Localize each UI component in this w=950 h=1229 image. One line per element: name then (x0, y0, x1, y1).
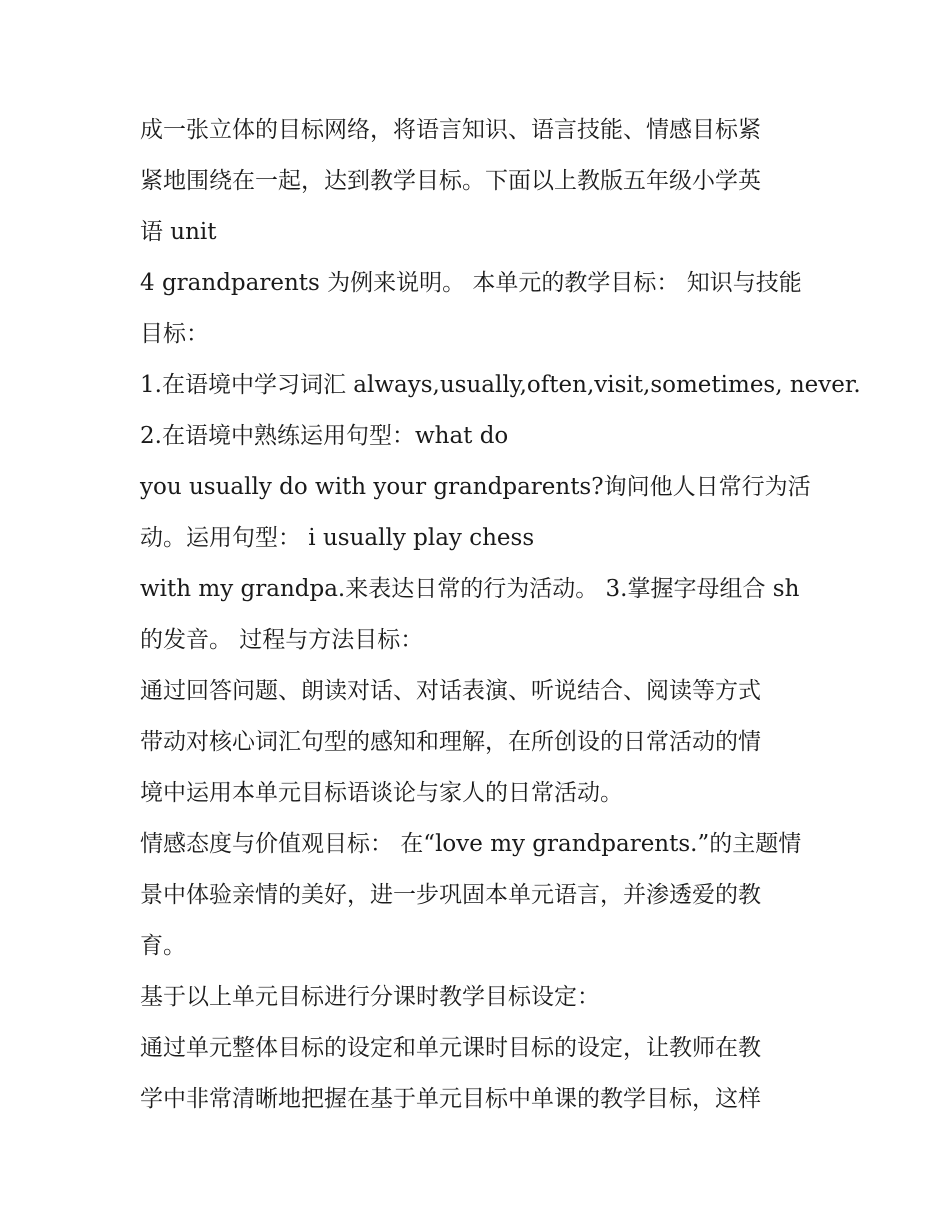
text-line: 景中体验亲情的美好，进一步巩固本单元语言，并渗透爱的教 (140, 882, 761, 908)
text-line: 1.在语境中学习词汇 always,usually,often,visit,sometimes, never. (140, 372, 861, 398)
body-text (140, 105, 861, 1125)
text-line: 紧地围绕在一起，达到教学目标。下面以上教版五年级小学英 (140, 168, 761, 194)
text-line: 4 grandparents 为例来说明。 本单元的教学目标： 知识与技能 (140, 270, 802, 296)
text-line: 育。 (140, 933, 186, 959)
text-line: 境中运用本单元目标语谈论与家人的日常活动。 (140, 780, 623, 806)
text-line: you usually do with your grandparents?询问他人日常行为活 (140, 474, 811, 500)
text-line: 通过回答问题、朗读对话、对话表演、听说结合、阅读等方式 (140, 678, 761, 704)
text-line: 动。运用句型： i usually play chess (140, 525, 535, 551)
text-line: 通过单元整体目标的设定和单元课时目标的设定，让教师在教 (140, 1035, 761, 1061)
text-line: 带动对核心词汇句型的感知和理解，在所创设的日常活动的情 (140, 729, 761, 755)
text-line: 学中非常清晰地把握在基于单元目标中单课的教学目标，这样 (140, 1086, 761, 1112)
text-line: 成一张立体的目标网络，将语言知识、语言技能、情感目标紧 (140, 117, 761, 143)
text-line: with my grandpa.来表达日常的行为活动。 3.掌握字母组合 sh (140, 576, 800, 602)
text-line: 目标： (140, 321, 209, 347)
text-line: 语 unit (140, 219, 217, 245)
text-line: 2.在语境中熟练运用句型：what do (140, 423, 509, 449)
text-line: 情感态度与价值观目标： 在“love my grandparents.”的主题情 (140, 831, 802, 857)
text-line: 的发音。 过程与方法目标： (140, 627, 424, 653)
text-line: 基于以上单元目标进行分课时教学目标设定： (140, 984, 600, 1010)
